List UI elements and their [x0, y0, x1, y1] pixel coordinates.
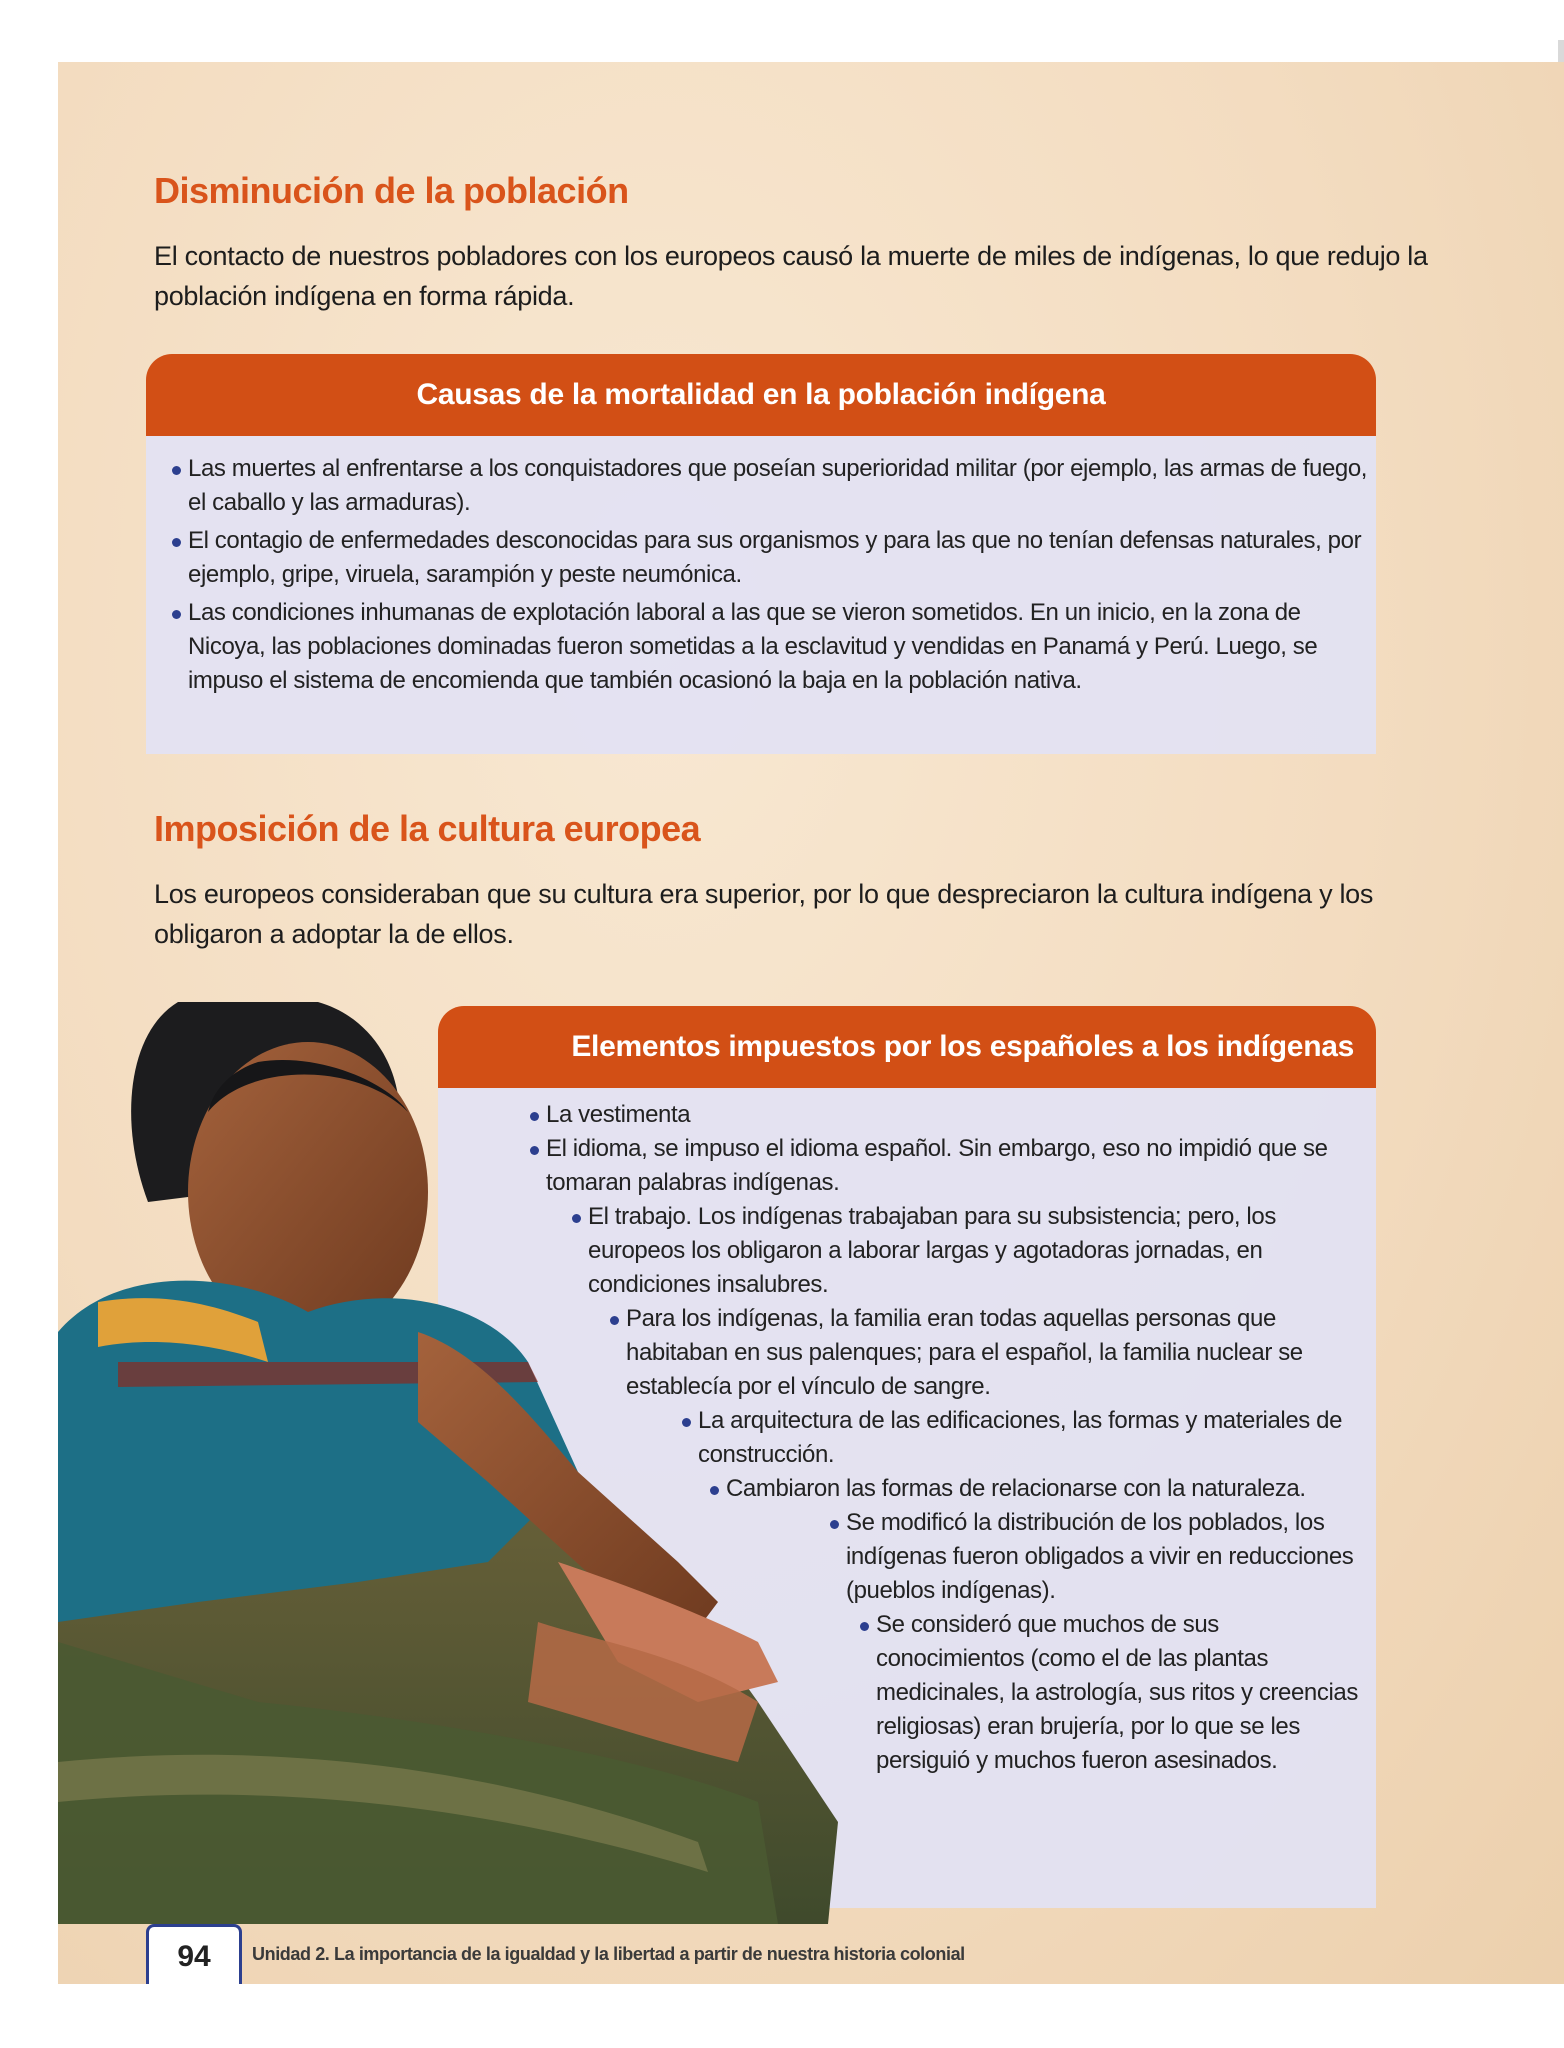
page-number: [146, 1924, 242, 1984]
list-item: Se modificó la distribución de los poblados, los indígenas fueron obligados a vivir en reducciones (pueblos indígenas).: [846, 1506, 1366, 1608]
imposed-elements-header-text: Elementos impuestos por los españoles a los indígenas: [571, 1030, 1354, 1063]
list-item: Se consideró que muchos de sus conocimientos (como el de las plantas medicinales, la astrología, sus ritos y creencias religiosas) eran brujería, por lo que se les persiguió y muchos fueron asesinados.: [876, 1608, 1366, 1778]
list-item: Cambiaron las formas de relacionarse con la naturaleza.: [726, 1472, 1366, 1506]
list-item: El trabajo. Los indígenas trabajaban para su subsistencia; pero, los europeos los obligaron a laborar largas y agotadoras jornadas, en condiciones insalubres.: [588, 1200, 1366, 1302]
imposed-elements-list: [546, 1098, 1366, 1778]
list-item: Las condiciones inhumanas de explotación laboral a las que se vieron sometidos. En un inicio, en la zona de Nicoya, las poblaciones dominadas fueron sometidas a la esclavitud y vendidas en Panamá y Perú. Luego, se impuso el sistema de encomienda que también ocasionó la baja en la población nativa.: [188, 596, 1368, 698]
mortality-causes-header-text: Causas de la mortalidad en la población indígena: [416, 378, 1106, 411]
section-title-population: Disminución de la población: [154, 170, 629, 211]
list-item: El idioma, se impuso el idioma español. Sin embargo, eso no impidió que se tomaran palabras indígenas.: [546, 1132, 1366, 1200]
bullet-icon: [530, 1146, 539, 1155]
list-item: La arquitectura de las edificaciones, las formas y materiales de construcción.: [698, 1404, 1366, 1472]
bullet-icon: [172, 466, 181, 475]
bullet-icon: [610, 1316, 619, 1325]
textbook-page: [58, 62, 1564, 1984]
list-item: Las muertes al enfrentarse a los conquistadores que poseían superioridad militar (por ejemplo, las armas de fuego, el caballo y las armaduras).: [188, 452, 1368, 520]
bullet-icon: [572, 1214, 581, 1223]
list-item: La vestimenta: [546, 1098, 1366, 1132]
bullet-icon: [830, 1520, 839, 1529]
list-item: El contagio de enfermedades desconocidas para sus organismos y para las que no tenían defensas naturales, por ejemplo, gripe, viruela, sarampión y peste neumónica.: [188, 524, 1368, 592]
intro-population: El contacto de nuestros pobladores con los europeos causó la muerte de miles de indígenas, lo que redujo la población indígena en forma rápida.: [154, 241, 1428, 311]
footer-unit-title: Unidad 2. La importancia de la igualdad y la libertad a partir de nuestra historia colonial: [252, 1944, 965, 1964]
bullet-icon: [682, 1418, 691, 1427]
intro-culture: Los europeos consideraban que su cultura era superior, por lo que despreciaron la cultura indígena y los obligaron a adoptar la de ellos.: [154, 879, 1374, 949]
page-number-text: 94: [177, 1940, 211, 1973]
section-title-culture: Imposición de la cultura europea: [154, 808, 701, 849]
bullet-icon: [860, 1622, 869, 1631]
bullet-icon: [172, 610, 181, 619]
mortality-causes-list: [188, 452, 1368, 698]
bullet-icon: [172, 538, 181, 547]
mortality-causes-header: [146, 354, 1376, 436]
bullet-icon: [530, 1112, 539, 1121]
list-item: Para los indígenas, la familia eran todas aquellas personas que habitaban en sus palenques; para el español, la familia nuclear se establecía por el vínculo de sangre.: [626, 1302, 1366, 1404]
bullet-icon: [710, 1486, 719, 1495]
